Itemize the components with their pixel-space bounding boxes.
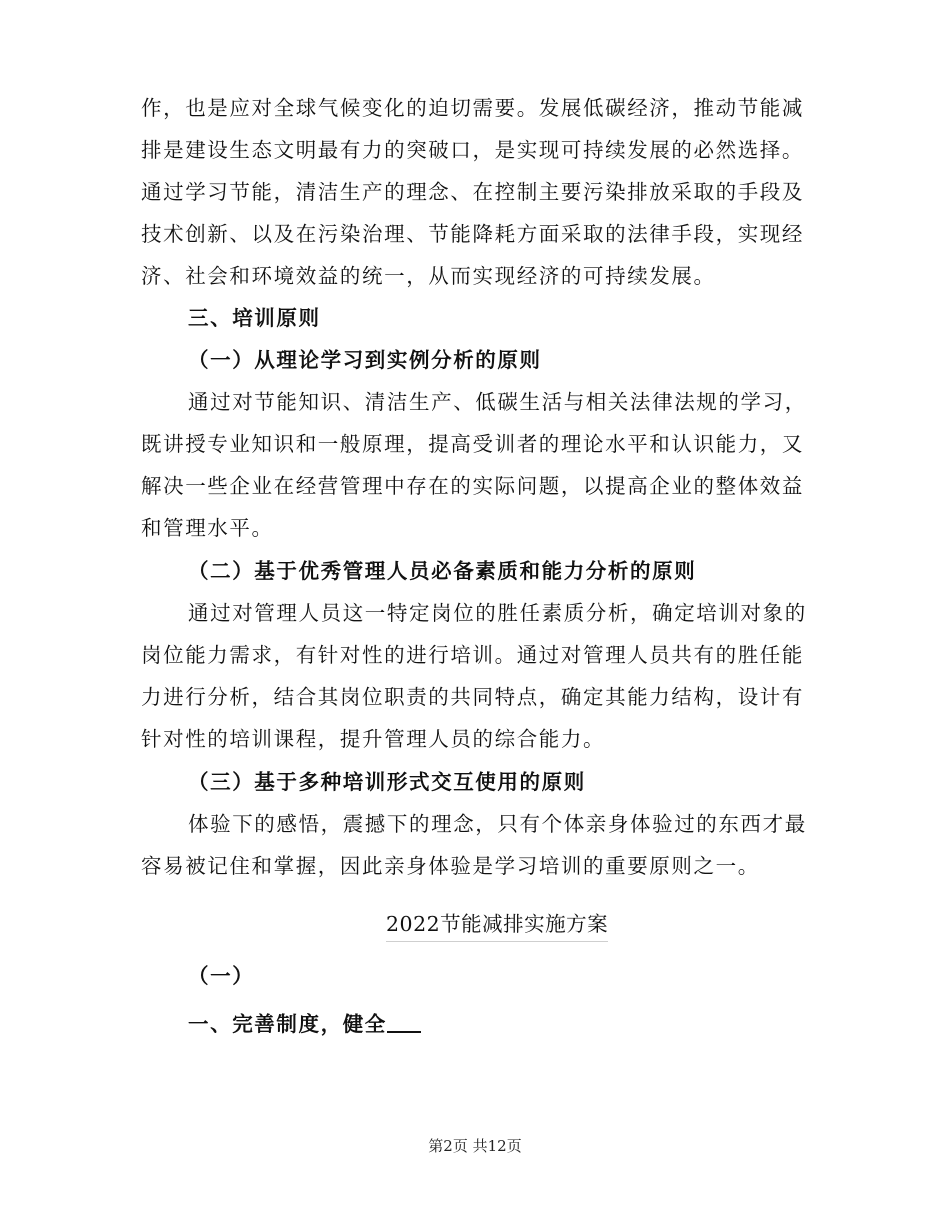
blank-underline xyxy=(387,1011,421,1033)
section-heading: 一、完善制度，健全 xyxy=(188,1012,387,1036)
paragraph-line: 技术创新、以及在污染治理、节能降耗方面采取的法律手段，实现经 xyxy=(141,222,804,246)
section-heading-line xyxy=(188,1010,848,1038)
subsection-heading: （二）基于优秀管理人员必备素质和能力分析的原则 xyxy=(188,559,697,583)
paragraph-line: 针对性的培训课程，提升管理人员的综合能力。 xyxy=(141,727,606,751)
part-label: （一） xyxy=(188,964,255,988)
paragraph-line: 力进行分析，结合其岗位职责的共同特点，确定其能力结构，设计有 xyxy=(141,685,804,709)
subsection-heading: （三）基于多种培训形式交互使用的原则 xyxy=(188,770,586,794)
paragraph-line: 解决一些企业在经营管理中存在的实际问题，以提高企业的整体效益 xyxy=(141,474,804,498)
paragraph-line: 体验下的感悟，震撼下的理念，只有个体亲身体验过的东西才最 xyxy=(188,812,807,836)
document-title: 2022节能减排实施方案 xyxy=(386,910,608,942)
paragraph-line: 通过对管理人员这一特定岗位的胜任素质分析，确定培训对象的 xyxy=(188,601,807,625)
paragraph-line: 作，也是应对全球气候变化的迫切需要。发展低碳经济，推动节能减 xyxy=(141,96,804,120)
paragraph-line: 通过学习节能，清洁生产的理念、在控制主要污染排放采取的手段及 xyxy=(141,180,804,204)
paragraph-line: 岗位能力需求，有针对性的进行培训。通过对管理人员共有的胜任能 xyxy=(141,643,804,667)
paragraph-line: 济、社会和环境效益的统一，从而实现经济的可持续发展。 xyxy=(141,264,716,288)
paragraph-line: 容易被记住和掌握，因此亲身体验是学习培训的重要原则之一。 xyxy=(141,854,760,878)
paragraph-line: 通过对节能知识、清洁生产、低碳生活与相关法律法规的学习， xyxy=(188,390,807,414)
subsection-heading: （一）从理论学习到实例分析的原则 xyxy=(188,348,542,372)
section-heading: 三、培训原则 xyxy=(188,306,321,330)
paragraph-line: 既讲授专业知识和一般原理，提高受训者的理论水平和认识能力，又 xyxy=(141,432,804,456)
paragraph-line: 和管理水平。 xyxy=(141,516,274,540)
page-number: 第2页 共12页 xyxy=(428,1137,522,1155)
paragraph-line: 排是建设生态文明最有力的突破口，是实现可持续发展的必然选择。 xyxy=(141,138,804,162)
